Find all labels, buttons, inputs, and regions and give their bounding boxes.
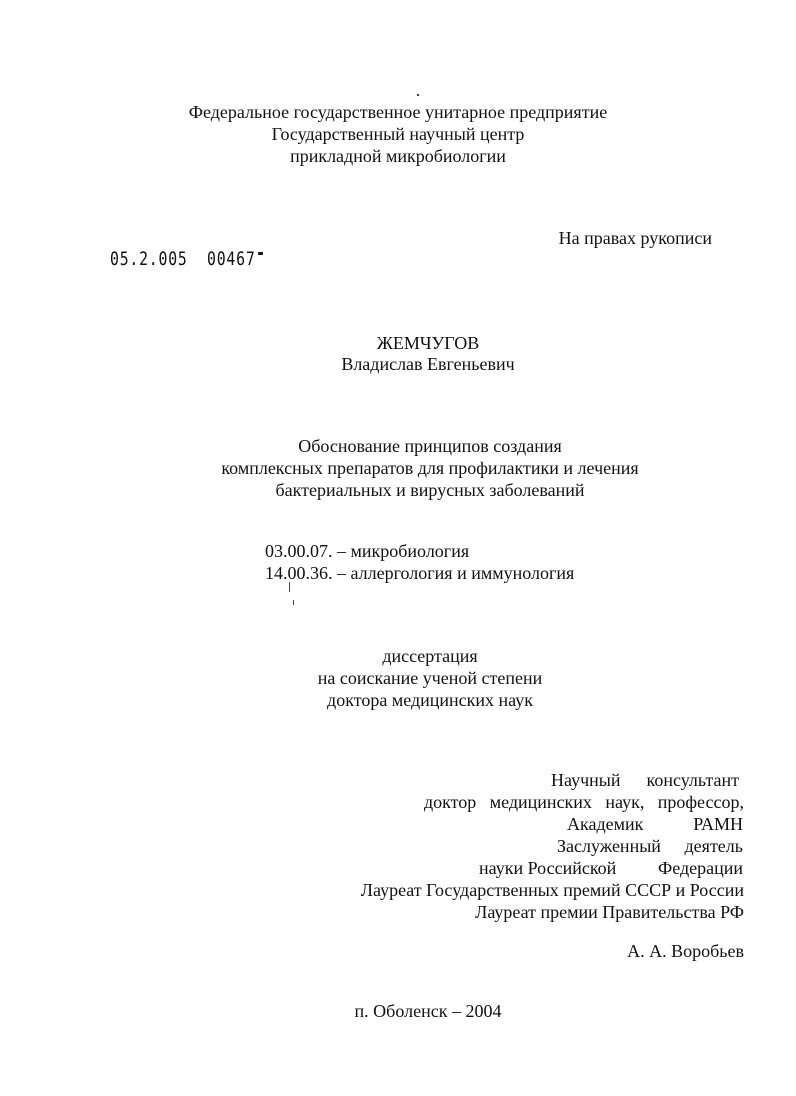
consultant-degree xyxy=(424,791,744,813)
stamp-dash xyxy=(258,252,263,255)
consultant-role-word-1: Научный xyxy=(551,770,621,790)
consultant-academic-word-2: РАМН xyxy=(693,814,743,834)
scan-speck xyxy=(293,600,294,605)
place-and-year: п. Оболенск – 2004 xyxy=(354,1001,502,1021)
specialty-1: 03.00.07. – микробиология xyxy=(265,541,470,561)
consultant-degree-word-4: профессор, xyxy=(657,792,744,812)
consultant-role xyxy=(551,769,739,791)
consultant-science-word-2: Федерации xyxy=(657,858,743,878)
consultant-honored xyxy=(557,835,743,857)
degree-line-2: на соискание ученой степени xyxy=(317,668,543,688)
organization-line-1: Федеральное государственное унитарное предприятие xyxy=(188,102,608,122)
rights-note: На правах рукописи xyxy=(558,228,712,248)
consultant-role-word-2: консультант xyxy=(646,770,739,790)
author-surname: ЖЕМЧУГОВ xyxy=(376,333,480,353)
title-line-3: бактериальных и вирусных заболеваний xyxy=(275,480,585,500)
consultant-name: А. А. Воробьев xyxy=(627,941,744,961)
consultant-laureate-1: Лауреат Государственных премий СССР и России xyxy=(360,880,744,900)
degree-line-3: доктора медицинских наук xyxy=(327,690,533,710)
specialty-2: 14.00.36. – аллергология и иммунология xyxy=(265,563,575,583)
consultant-laureate-2: Лауреат премии Правительства РФ xyxy=(475,902,744,922)
degree-line-1: диссертация xyxy=(382,646,478,666)
organization-line-3: прикладной микробиологии xyxy=(290,146,506,166)
consultant-science-word-1: науки Российской xyxy=(479,858,617,878)
consultant-academic-word-1: Академик xyxy=(567,814,644,834)
consultant-honored-word-2: деятель xyxy=(684,836,743,856)
title-line-1: Обоснование принципов создания xyxy=(298,436,562,456)
consultant-science xyxy=(479,857,743,879)
title-line-2: комплексных препаратов для профилактики и лечения xyxy=(221,458,639,478)
author-given-names: Владислав Евгеньевич xyxy=(341,354,515,374)
consultant-academic xyxy=(567,813,743,835)
consultant-degree-word-2: медицинских xyxy=(489,792,592,812)
consultant-degree-word-3: наук, xyxy=(605,792,645,812)
scan-speck xyxy=(417,94,419,96)
consultant-degree-word-1: доктор xyxy=(424,792,477,812)
organization-line-2: Государственный научный центр xyxy=(271,124,525,144)
registration-stamp xyxy=(110,248,263,270)
consultant-honored-word-1: Заслуженный xyxy=(557,836,661,856)
stamp-code: 05.2.005 00467 xyxy=(110,248,256,270)
